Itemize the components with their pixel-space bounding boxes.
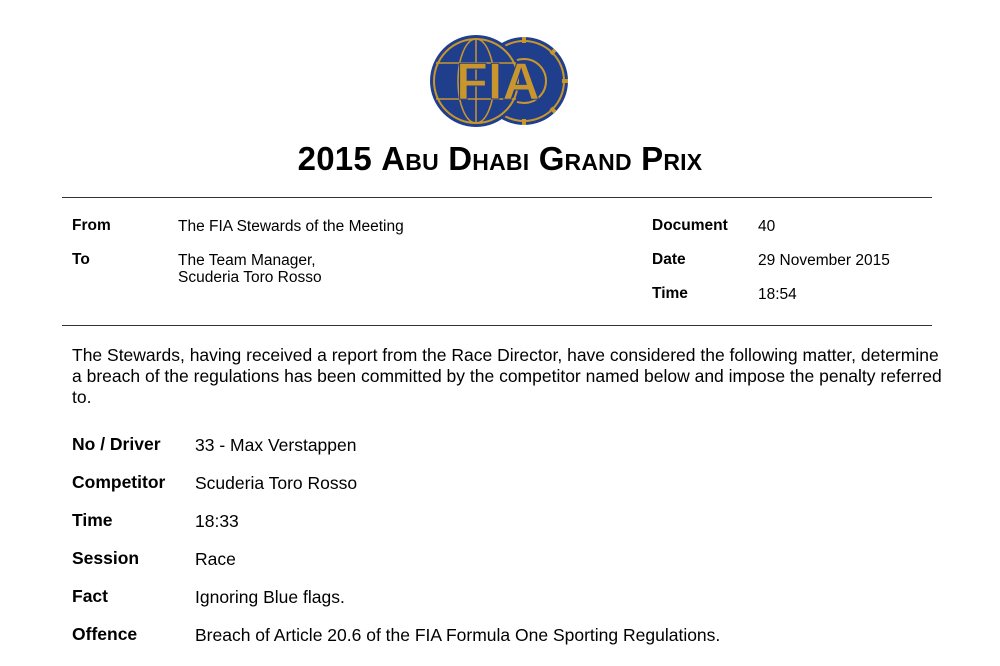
from-label: From xyxy=(72,217,111,234)
document-label: Document xyxy=(652,217,728,234)
offence-label: Offence xyxy=(72,624,138,644)
fia-logo-text: FIA xyxy=(456,53,540,111)
to-value-line2: Scuderia Toro Rosso xyxy=(178,269,322,286)
session-value: Race xyxy=(195,549,236,569)
title-year: 2015 xyxy=(297,140,372,177)
driver-label: No / Driver xyxy=(72,434,161,454)
field-time-label: Time xyxy=(72,510,113,530)
fact-label: Fact xyxy=(72,586,108,606)
date-label: Date xyxy=(652,251,686,268)
from-value: The FIA Stewards of the Meeting xyxy=(178,218,404,235)
competitor-value: Scuderia Toro Rosso xyxy=(195,473,358,493)
header-top-rule xyxy=(62,197,932,198)
time-label: Time xyxy=(652,285,688,302)
to-value-line1: The Team Manager, xyxy=(178,252,316,269)
time-value: 18:54 xyxy=(758,286,797,303)
fia-logo-graphic xyxy=(428,33,570,129)
page-title xyxy=(0,140,1000,178)
field-time-value: 18:33 xyxy=(195,511,239,531)
document-value: 40 xyxy=(758,218,776,235)
offence-value: Breach of Article 20.6 of the FIA Formula One Sporting Regulations. xyxy=(195,625,721,645)
fact-value: Ignoring Blue flags. xyxy=(195,587,345,607)
date-value: 29 November 2015 xyxy=(758,252,890,269)
driver-value: 33 - Max Verstappen xyxy=(195,435,357,455)
session-label: Session xyxy=(72,548,140,568)
fia-logo xyxy=(428,33,570,129)
intro-paragraph: The Stewards, having received a report from the Race Director, have considered the following matter, determine a breach of the regulations has been committed by the competitor named below and impose the penalty referred to. xyxy=(72,345,942,407)
competitor-label: Competitor xyxy=(72,472,166,492)
header-bottom-rule xyxy=(62,325,932,326)
to-label: To xyxy=(72,251,90,268)
title-name: Abu Dhabi Grand Prix xyxy=(381,140,703,177)
